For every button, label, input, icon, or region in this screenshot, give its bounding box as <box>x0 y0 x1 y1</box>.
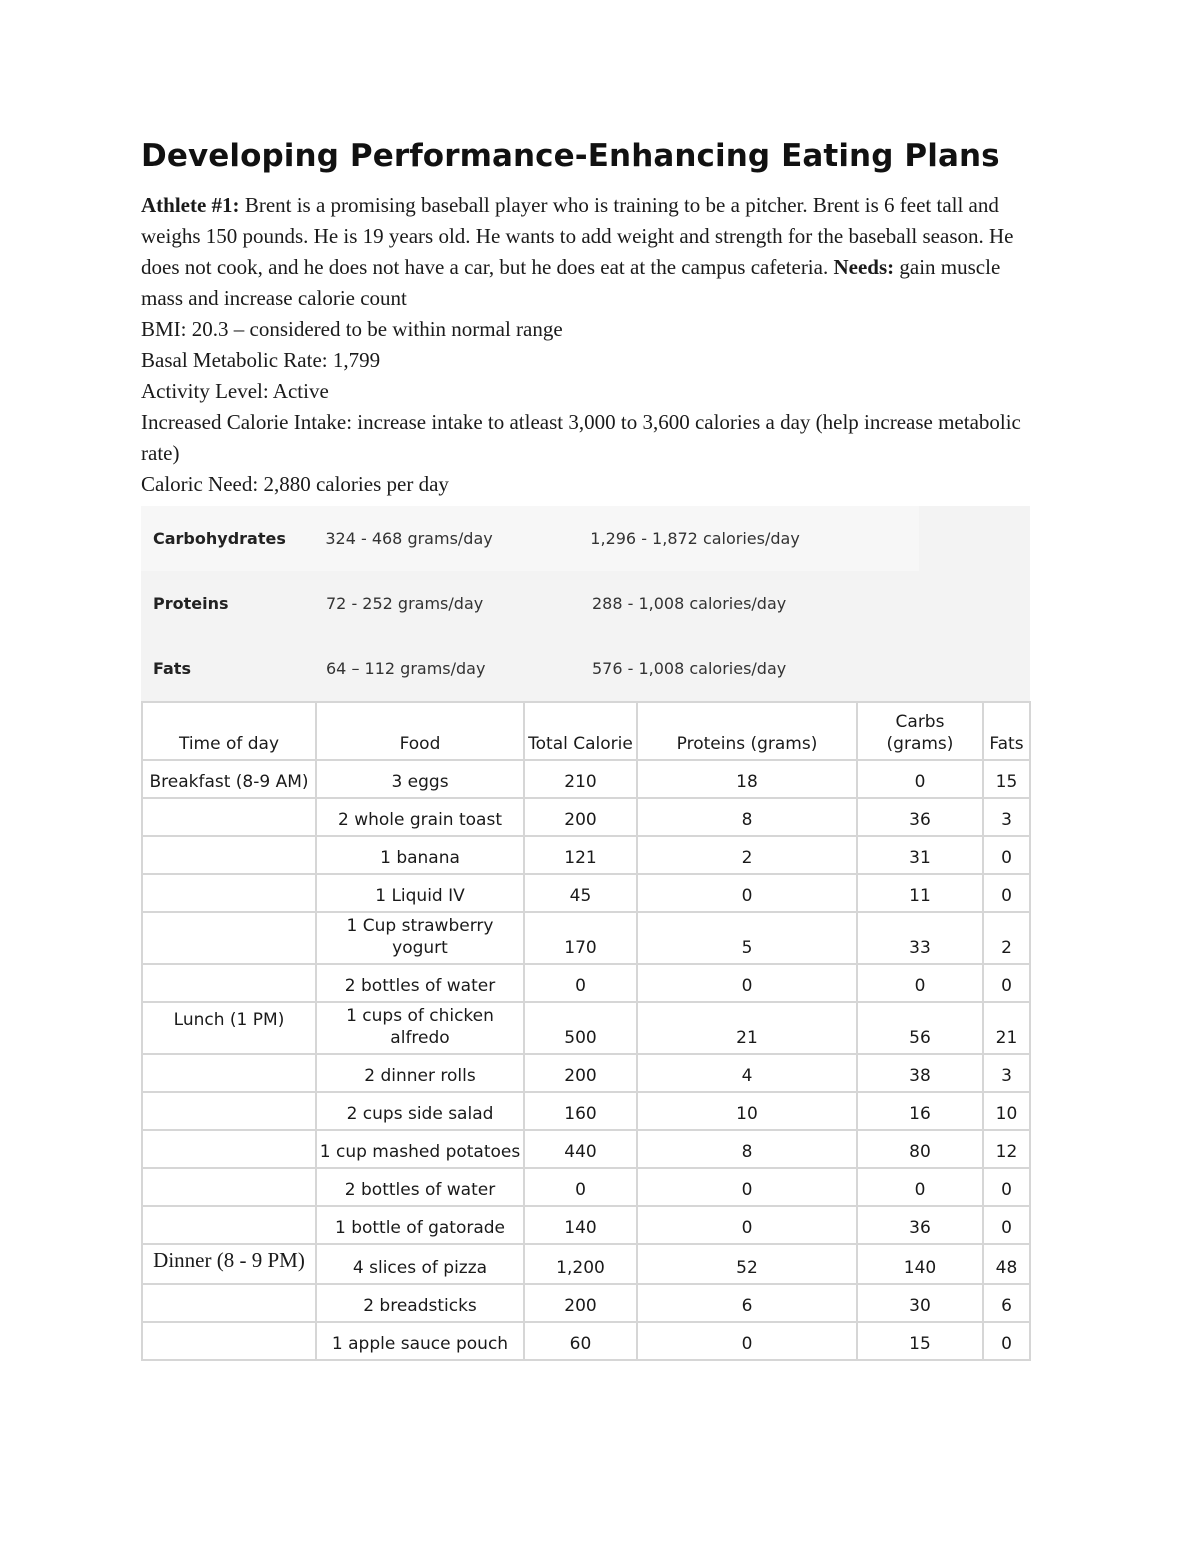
athlete-profile <box>141 190 1031 500</box>
cell-fats: 0 <box>983 1168 1030 1206</box>
table-row <box>142 1130 1030 1168</box>
cell-calories: 200 <box>524 798 637 836</box>
cell-calories: 500 <box>524 1002 637 1054</box>
macro-grams: 64 – 112 grams/day <box>326 659 486 678</box>
header-total-calorie: Total Calorie <box>524 702 637 760</box>
macro-name: Carbohydrates <box>153 529 286 548</box>
cell-fats: 0 <box>983 1322 1030 1360</box>
cell-proteins: 6 <box>637 1284 857 1322</box>
needs-label: Needs: <box>833 255 895 279</box>
stat-increased-intake: Increased Calorie Intake: increase intake to atleast 3,000 to 3,600 calories a day (help increase metabolic rate) <box>141 410 1021 465</box>
cell-proteins: 21 <box>637 1002 857 1054</box>
table-row <box>142 1168 1030 1206</box>
cell-food: 1 bottle of gatorade <box>316 1206 524 1244</box>
cell-fats: 48 <box>983 1244 1030 1284</box>
needs-text: gain muscle mass and increase calorie count <box>141 255 1001 310</box>
cell-food: 2 dinner rolls <box>316 1054 524 1092</box>
meal-plan-table <box>141 701 1031 1361</box>
cell-calories: 160 <box>524 1092 637 1130</box>
table-row <box>142 836 1030 874</box>
cell-proteins: 2 <box>637 836 857 874</box>
cell-carbs: 30 <box>857 1284 983 1322</box>
macro-grams: 72 - 252 grams/day <box>326 594 484 613</box>
cell-food: 2 bottles of water <box>316 964 524 1002</box>
cell-carbs: 0 <box>857 964 983 1002</box>
cell-time: Breakfast (8-9 AM) <box>142 760 316 798</box>
cell-food: 3 eggs <box>316 760 524 798</box>
table-row <box>142 1002 1030 1054</box>
cell-proteins: 0 <box>637 874 857 912</box>
header-fats: Fats <box>983 702 1030 760</box>
stat-bmr: Basal Metabolic Rate: 1,799 <box>141 348 381 372</box>
cell-food: 1 banana <box>316 836 524 874</box>
macro-name: Proteins <box>153 594 229 613</box>
cell-proteins: 52 <box>637 1244 857 1284</box>
cell-food: 1 apple sauce pouch <box>316 1322 524 1360</box>
cell-proteins: 0 <box>637 1168 857 1206</box>
stat-bmi: BMI: 20.3 – considered to be within normal range <box>141 317 563 341</box>
table-row <box>142 964 1030 1002</box>
cell-calories: 210 <box>524 760 637 798</box>
cell-calories: 0 <box>524 1168 637 1206</box>
cell-calories: 440 <box>524 1130 637 1168</box>
header-carbs: Carbs (grams) <box>857 702 983 760</box>
macro-row-proteins <box>141 571 1030 636</box>
table-header-row <box>142 702 1030 760</box>
header-time-of-day: Time of day <box>142 702 316 760</box>
cell-proteins: 5 <box>637 912 857 964</box>
cell-fats: 2 <box>983 912 1030 964</box>
cell-fats: 10 <box>983 1092 1030 1130</box>
cell-proteins: 4 <box>637 1054 857 1092</box>
cell-food: 1 Liquid IV <box>316 874 524 912</box>
cell-time <box>142 1322 316 1360</box>
cell-time <box>142 1168 316 1206</box>
stat-activity-level: Activity Level: Active <box>141 379 329 403</box>
macro-grams: 324 - 468 grams/day <box>325 529 493 548</box>
table-row <box>142 1244 1030 1284</box>
document-page <box>141 138 1031 1361</box>
cell-time: Lunch (1 PM) <box>142 1002 316 1054</box>
cell-calories: 1,200 <box>524 1244 637 1284</box>
macro-calories: 1,296 - 1,872 calories/day <box>590 529 800 548</box>
cell-carbs: 56 <box>857 1002 983 1054</box>
cell-food: 1 cup mashed potatoes <box>316 1130 524 1168</box>
cell-carbs: 15 <box>857 1322 983 1360</box>
cell-proteins: 0 <box>637 1206 857 1244</box>
cell-calories: 0 <box>524 964 637 1002</box>
athlete-description <box>141 190 1031 314</box>
cell-fats: 21 <box>983 1002 1030 1054</box>
cell-fats: 3 <box>983 1054 1030 1092</box>
macro-name: Fats <box>153 659 191 678</box>
macro-row-fats <box>141 636 1030 701</box>
macro-calories: 288 - 1,008 calories/day <box>592 594 787 613</box>
table-row <box>142 1092 1030 1130</box>
cell-proteins: 18 <box>637 760 857 798</box>
cell-calories: 170 <box>524 912 637 964</box>
cell-fats: 12 <box>983 1130 1030 1168</box>
cell-food: 2 cups side salad <box>316 1092 524 1130</box>
cell-carbs: 31 <box>857 836 983 874</box>
cell-time <box>142 1284 316 1322</box>
table-row <box>142 798 1030 836</box>
cell-calories: 45 <box>524 874 637 912</box>
page-title: Developing Performance-Enhancing Eating Plans <box>141 138 1000 174</box>
cell-carbs: 11 <box>857 874 983 912</box>
cell-carbs: 36 <box>857 1206 983 1244</box>
cell-food: 2 breadsticks <box>316 1284 524 1322</box>
cell-food: 4 slices of pizza <box>316 1244 524 1284</box>
table-row <box>142 1054 1030 1092</box>
cell-carbs: 38 <box>857 1054 983 1092</box>
cell-food: 2 bottles of water <box>316 1168 524 1206</box>
cell-calories: 140 <box>524 1206 637 1244</box>
macro-row-carbohydrates <box>141 506 919 571</box>
header-food: Food <box>316 702 524 760</box>
cell-fats: 0 <box>983 1206 1030 1244</box>
table-row <box>142 760 1030 798</box>
macro-calories: 576 - 1,008 calories/day <box>592 659 787 678</box>
cell-calories: 200 <box>524 1054 637 1092</box>
cell-time <box>142 1130 316 1168</box>
cell-fats: 3 <box>983 798 1030 836</box>
cell-time <box>142 912 316 964</box>
table-row <box>142 912 1030 964</box>
cell-fats: 6 <box>983 1284 1030 1322</box>
cell-proteins: 10 <box>637 1092 857 1130</box>
table-row <box>142 1284 1030 1322</box>
cell-calories: 200 <box>524 1284 637 1322</box>
header-proteins: Proteins (grams) <box>637 702 857 760</box>
cell-time <box>142 1092 316 1130</box>
cell-proteins: 8 <box>637 1130 857 1168</box>
table-row <box>142 1206 1030 1244</box>
cell-fats: 15 <box>983 760 1030 798</box>
cell-time: Dinner (8 - 9 PM) <box>142 1244 316 1284</box>
cell-food: 2 whole grain toast <box>316 798 524 836</box>
table-row <box>142 1322 1030 1360</box>
cell-time <box>142 874 316 912</box>
cell-fats: 0 <box>983 874 1030 912</box>
table-row <box>142 874 1030 912</box>
cell-time <box>142 964 316 1002</box>
athlete-label: Athlete #1: <box>141 193 240 217</box>
cell-fats: 0 <box>983 836 1030 874</box>
cell-fats: 0 <box>983 964 1030 1002</box>
cell-carbs: 36 <box>857 798 983 836</box>
cell-time <box>142 1206 316 1244</box>
cell-food: 1 cups of chicken alfredo <box>316 1002 524 1054</box>
cell-proteins: 0 <box>637 1322 857 1360</box>
cell-carbs: 140 <box>857 1244 983 1284</box>
cell-time <box>142 836 316 874</box>
cell-carbs: 16 <box>857 1092 983 1130</box>
cell-time <box>142 1054 316 1092</box>
cell-proteins: 8 <box>637 798 857 836</box>
macro-table <box>141 506 1030 701</box>
cell-calories: 121 <box>524 836 637 874</box>
cell-calories: 60 <box>524 1322 637 1360</box>
cell-carbs: 33 <box>857 912 983 964</box>
cell-time <box>142 798 316 836</box>
stat-caloric-need: Caloric Need: 2,880 calories per day <box>141 472 449 496</box>
cell-food: 1 Cup strawberry yogurt <box>316 912 524 964</box>
cell-carbs: 0 <box>857 1168 983 1206</box>
cell-proteins: 0 <box>637 964 857 1002</box>
cell-carbs: 0 <box>857 760 983 798</box>
athlete-description-text: Brent is a promising baseball player who is training to be a pitcher. Brent is 6 feet tall and weighs 150 pounds. He is 19 years old. He wants to add weight and strength for the baseball season. He does not cook, and he does not have a car, but he does eat at the campus cafeteria. <box>141 193 1014 279</box>
cell-carbs: 80 <box>857 1130 983 1168</box>
